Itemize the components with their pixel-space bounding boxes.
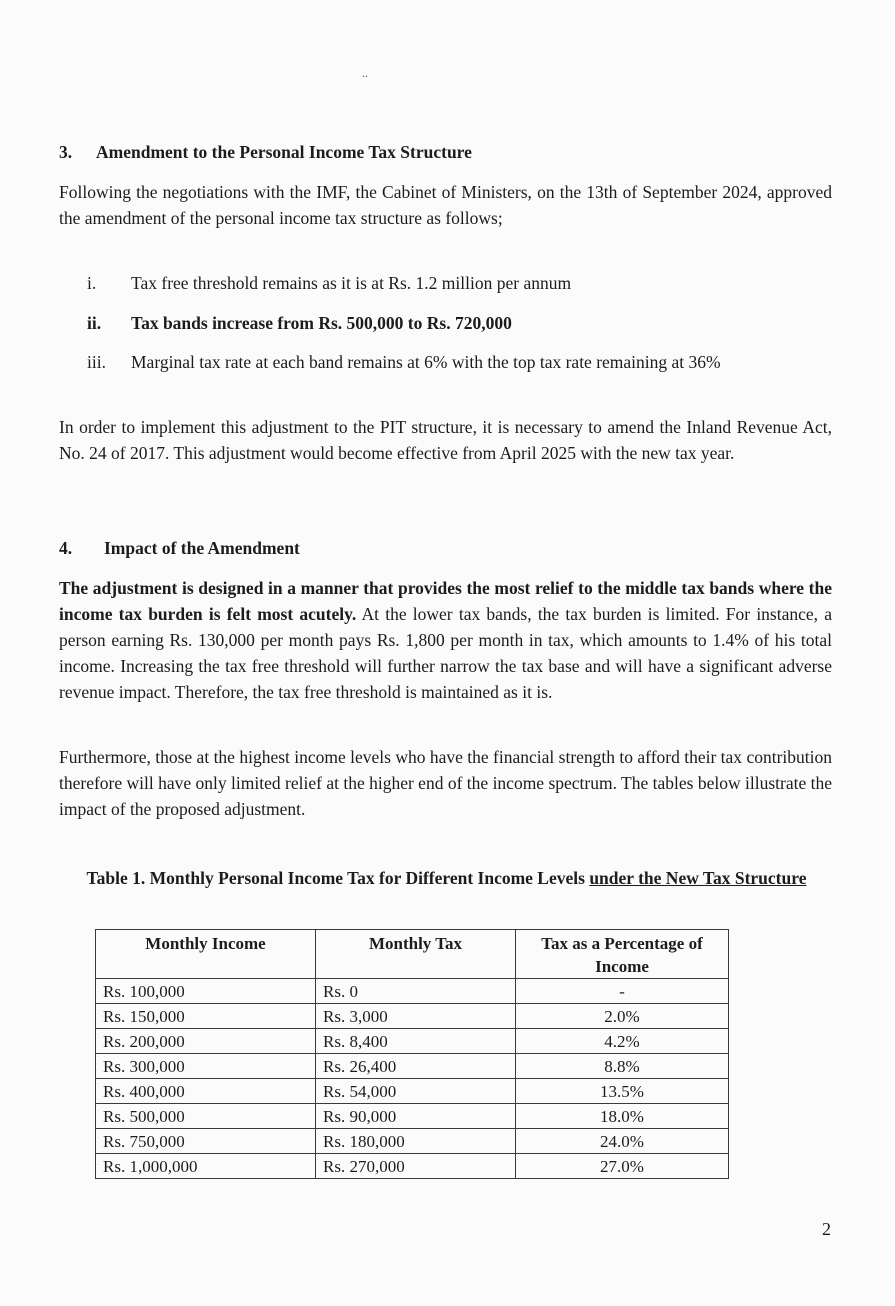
cell-income: Rs. 100,000 xyxy=(96,979,316,1004)
header-monthly-income: Monthly Income xyxy=(96,930,316,979)
table-row xyxy=(96,979,729,1004)
cell-income: Rs. 150,000 xyxy=(96,1004,316,1029)
cell-income: Rs. 750,000 xyxy=(96,1129,316,1154)
body-text: At the lower tax bands, the tax burden is limited. For instance, a person earning Rs. 130,000 per month pays Rs. 1,800 per month in tax, which amounts to 1.4% of his total income. Increasing the tax free threshold will further narrow the tax base and will have a significant adverse revenue impact. Therefore, the tax free threshold is maintained as it is. xyxy=(59,604,833,702)
list-marker: i. xyxy=(87,273,97,293)
section-3-intro: Following the negotiations with the IMF, the Cabinet of Ministers, on the 13th of September 2024, approved the amendment of the personal income tax structure as follows; xyxy=(59,182,832,228)
table-row xyxy=(96,1104,729,1129)
list-marker: iii. xyxy=(87,352,106,372)
header-tax-percentage: Tax as a Percentage of Income xyxy=(516,930,729,979)
list-marker: ii. xyxy=(87,313,102,333)
cell-percentage: 8.8% xyxy=(516,1054,729,1079)
table-row xyxy=(96,1004,729,1029)
table-row xyxy=(96,1079,729,1104)
table-row xyxy=(96,1054,729,1079)
list-text: Tax bands increase from Rs. 500,000 to Rs. 720,000 xyxy=(131,313,512,333)
cell-percentage: 24.0% xyxy=(516,1129,729,1154)
cell-percentage: 18.0% xyxy=(516,1104,729,1129)
cell-tax: Rs. 0 xyxy=(316,979,516,1004)
income-tax-table xyxy=(95,929,729,1179)
caption-underlined-text: under the New Tax Structure xyxy=(589,868,807,888)
cell-income: Rs. 400,000 xyxy=(96,1079,316,1104)
list-text: Tax free threshold remains as it is at Rs. 1.2 million per annum xyxy=(131,273,572,293)
cell-income: Rs. 1,000,000 xyxy=(96,1154,316,1179)
cell-tax: Rs. 180,000 xyxy=(316,1129,516,1154)
cell-income: Rs. 200,000 xyxy=(96,1029,316,1054)
section-3-number: 3. xyxy=(59,142,73,162)
cell-tax: Rs. 270,000 xyxy=(316,1154,516,1179)
cell-percentage: 2.0% xyxy=(516,1004,729,1029)
section-3-title: Amendment to the Personal Income Tax Structure xyxy=(96,142,472,162)
cell-tax: Rs. 54,000 xyxy=(316,1079,516,1104)
cell-percentage: 4.2% xyxy=(516,1029,729,1054)
header-monthly-tax: Monthly Tax xyxy=(316,930,516,979)
cell-tax: Rs. 3,000 xyxy=(316,1004,516,1029)
cell-percentage: 27.0% xyxy=(516,1154,729,1179)
section-4-title: Impact of the Amendment xyxy=(104,538,300,558)
cell-percentage: - xyxy=(516,979,729,1004)
table-row xyxy=(96,1029,729,1054)
caption-text: Table 1. Monthly Personal Income Tax for Different Income Levels xyxy=(86,868,590,888)
page-number: 2 xyxy=(822,1219,831,1239)
table-1-caption xyxy=(59,866,834,891)
cell-tax: Rs. 90,000 xyxy=(316,1104,516,1129)
table-header-row xyxy=(96,930,729,979)
emphasis-text: The adjustment is designed in a manner that provides the most relief to the middle tax bands where the income tax burden is felt most acutely. xyxy=(59,578,832,624)
section-4-paragraph-2: Furthermore, those at the highest income levels who have the financial strength to afford their tax contribution therefore will have only limited relief at the higher end of the income spectrum. The tables below illustrate the impact of the proposed adjustment. xyxy=(59,747,832,819)
section-3-closing: In order to implement this adjustment to the PIT structure, it is necessary to amend the Inland Revenue Act, No. 24 of 2017. This adjustment would become effective from April 2025 with the new tax year. xyxy=(59,417,832,463)
section-3-heading xyxy=(59,142,472,163)
cell-income: Rs. 300,000 xyxy=(96,1054,316,1079)
section-4-paragraph-1 xyxy=(59,575,832,705)
section-4-number: 4. xyxy=(59,538,73,558)
cell-tax: Rs. 26,400 xyxy=(316,1054,516,1079)
section-4-heading xyxy=(59,538,300,559)
list-text: Marginal tax rate at each band remains at 6% with the top tax rate remaining at 36% xyxy=(131,352,721,372)
table-row xyxy=(96,1129,729,1154)
cell-tax: Rs. 8,400 xyxy=(316,1029,516,1054)
header-mark: .. xyxy=(362,66,368,80)
cell-percentage: 13.5% xyxy=(516,1079,729,1104)
table-row xyxy=(96,1154,729,1179)
cell-income: Rs. 500,000 xyxy=(96,1104,316,1129)
